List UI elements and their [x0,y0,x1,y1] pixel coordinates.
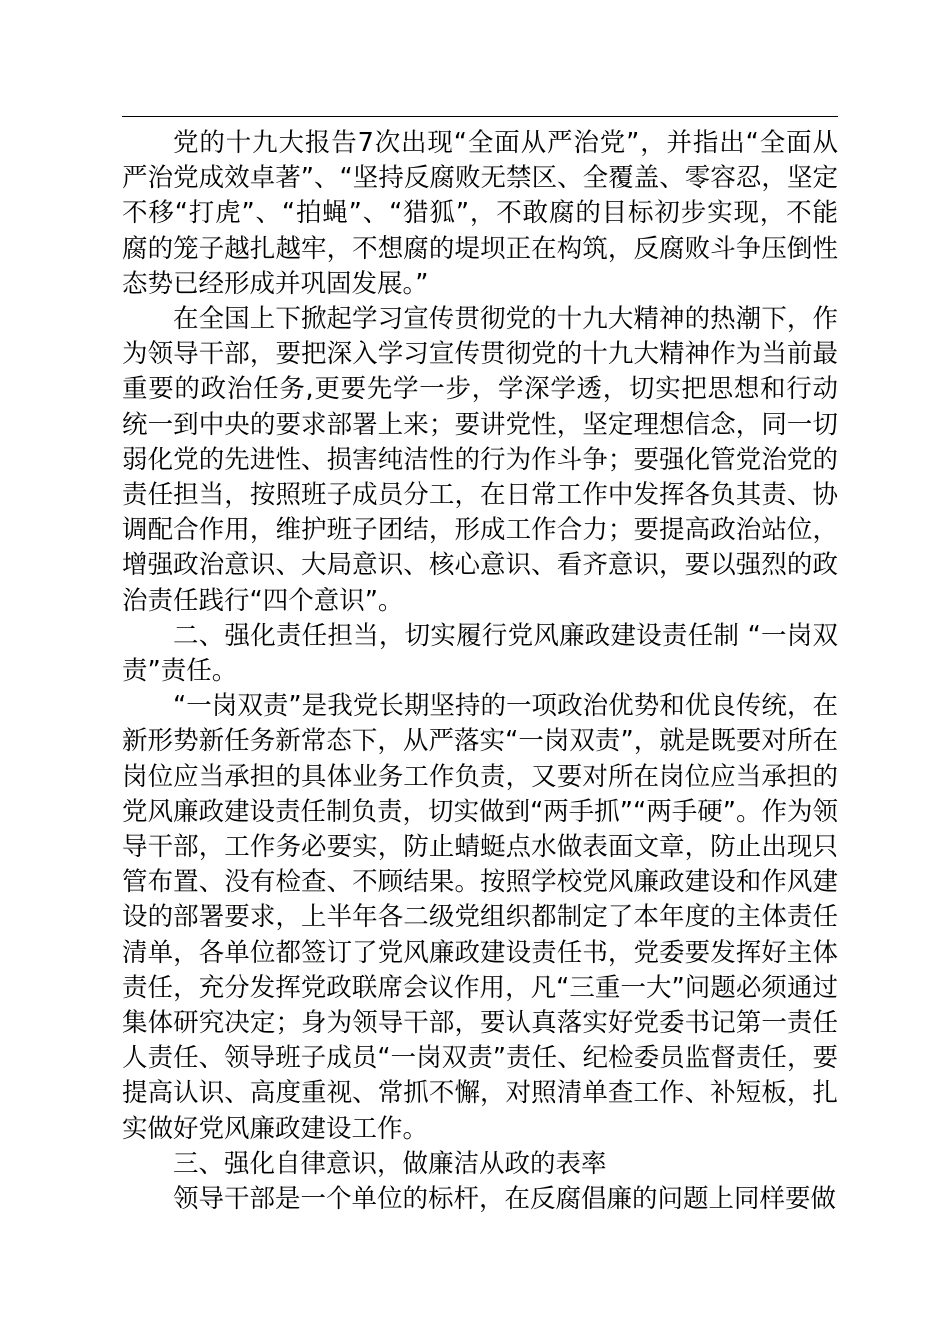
paragraph-leaders-benchmark: 领导干部是一个单位的标杆，在反腐倡廉的问题上同样要做 [173,1184,837,1215]
paragraph-dual-responsibility: “一岗双责”是我党长期坚持的一项政治优势和优良传统，在新形势新任务新常态下，从严落实“一岗双责”，就是既要对所在岗位应当承担的具体业务工作负责，又要对所在岗位应当承担的党风廉政建设责任制负责，切实做到“两手抓”“两手硬”。作为领导干部，工作务必要实，防止蜻蜓点水做表面文章，防止出现只管布置、没有检查、不顾结果。按照学校党风廉政建设和作风建设的部署要求，上半年各二级党组织都制定了本年度的主体责任清单，各单位都签订了党风廉政建设责任书，党委要发挥好主体责任，充分发挥党政联席会议作用，凡“三重一大”问题必须通过集体研究决定；身为领导干部，要认真落实好党委书记第一责任人责任、领导班子成员“一岗双责”责任、纪检委员监督责任，要提高认识、高度重视、常抓不懈，对照清单查工作、补短板，扎实做好党风廉政建设工作。 [122,691,838,1144]
paragraph-study-spirit: 在全国上下掀起学习宣传贯彻党的十九大精神的热潮下，作为领导干部，要把深入学习宣传贯彻党的十九大精神作为当前最重要的政治任务,更要先学一步，学深学透，切实把思想和行动统一到中央的要求部署上来；要讲党性，坚定理想信念，同一切弱化党的先进性、损害纯洁性的行为作斗争；要强化管党治党的责任担当，按照班子成员分工，在日常工作中发挥各负其责、协调配合作用，维护班子团结，形成工作合力；要提高政治站位，增强政治意识、大局意识、核心意识、看齐意识，要以强烈的政治责任践行“四个意识”。 [122,304,838,616]
paragraph-report-quote: 党的十九大报告7次出现“全面从严治党”，并指出“全面从严治党成效卓著”、“坚持反腐败无禁区、全覆盖、零容忍，坚定不移“打虎”、“拍蝇”、“猎狐”，不敢腐的目标初步实现，不能腐的笼子越扎越牢，不想腐的堤坝正在构筑，反腐败斗争压倒性态势已经形成并巩固发展。” [122,128,838,299]
header-rule [122,116,838,117]
document-body [122,126,838,1217]
section-heading-responsibility: 二、强化责任担当，切实履行党风廉政建设责任制 “一岗双责”责任。 [122,620,838,687]
section-heading-self-discipline: 三、强化自律意识，做廉洁从政的表率 [173,1148,607,1179]
